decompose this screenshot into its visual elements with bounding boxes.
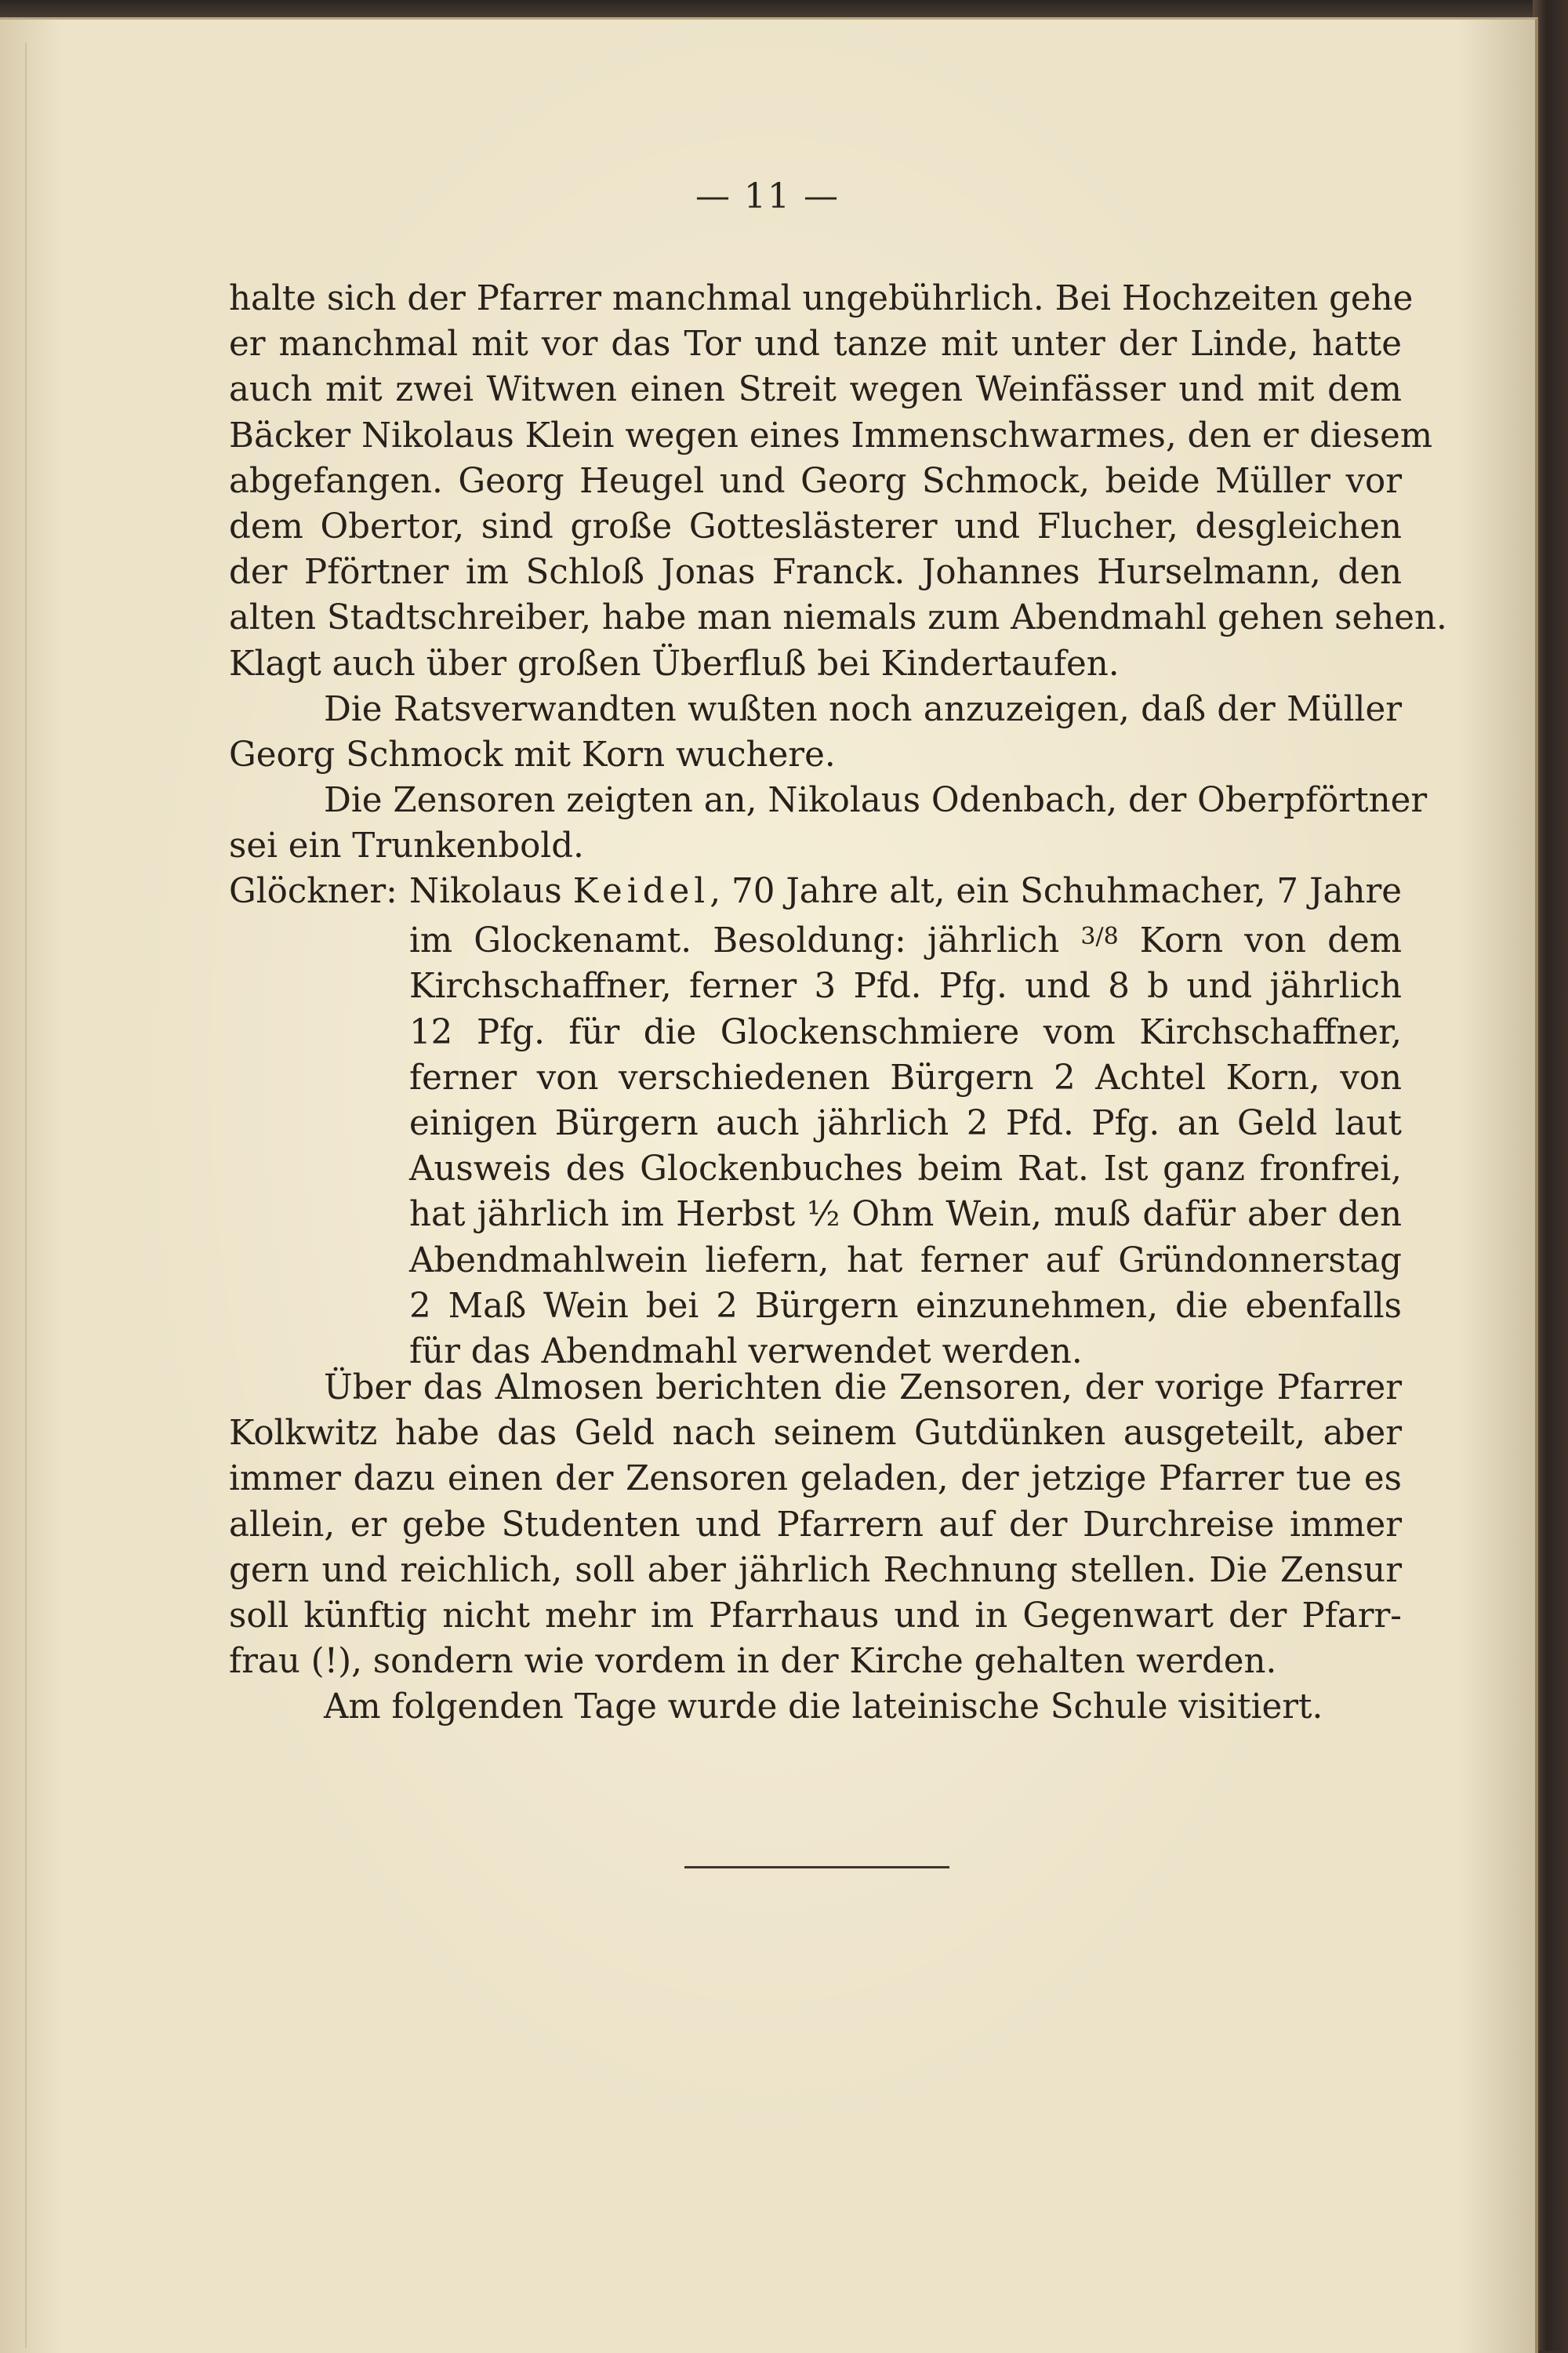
text-line: Georg Schmock mit Korn wuchere. (229, 735, 836, 775)
text-line: immer dazu einen der Zensoren geladen, der jetzige Pfarrer tue es (229, 1459, 1402, 1499)
text-line: soll künftig nicht mehr im Pfarrhaus und in Gegenwart der Pfarr- (229, 1596, 1402, 1636)
text-line: einigen Bürgern auch jährlich 2 Pfd. Pfg. an Geld laut (409, 1104, 1402, 1144)
text-line: für das Abendmahl verwendet werden. (409, 1332, 1083, 1372)
gloeckner-label: Glöckner: (229, 872, 397, 911)
text-line: allein, er gebe Studenten und Pfarrern auf der Durchreise immer (229, 1505, 1402, 1545)
text-line: gern und reichlich, soll aber jährlich Rechnung stellen. Die Zensur (229, 1550, 1402, 1590)
fraction: ½ (807, 1195, 840, 1235)
text-run: Korn von dem (1118, 921, 1402, 961)
text-line: Kirchschaffner, ferner 3 Pfd. Pfg. und 8 b und jährlich (409, 967, 1402, 1007)
fraction: 3/8 (1080, 923, 1119, 951)
text-line (409, 914, 1402, 964)
text-line: er manchmal mit vor das Tor und tanze mit unter der Linde, hatte (229, 325, 1402, 365)
text-line (409, 1192, 1402, 1237)
text-line: Abendmahlwein liefern, hat ferner auf Gründonnerstag (409, 1240, 1402, 1280)
text-run: , 70 Jahre alt, ein Schuhmacher, 7 Jahre (710, 872, 1402, 911)
text-line: alten Stadtschreiber, habe man niemals zum Abendmahl gehen sehen. (229, 598, 1447, 638)
text-run: Ohm Wein, muß dafür aber den (840, 1195, 1402, 1235)
spaced-name: Keidel (572, 872, 710, 911)
text-line: dem Obertor, sind große Gotteslästerer und Flucher, desgleichen (229, 507, 1402, 547)
text-line: halte sich der Pfarrer manchmal ungebührlich. Bei Hochzeiten gehe (229, 279, 1414, 318)
page-number: — 11 — (695, 176, 840, 216)
text-line: frau (!), sondern wie vordem in der Kirche gehalten werden. (229, 1642, 1277, 1682)
text-run: Nikolaus (409, 872, 573, 911)
text-line: 12 Pfg. für die Glockenschmiere vom Kirchschaffner, (409, 1012, 1402, 1052)
text-line: abgefangen. Georg Heugel und Georg Schmock, beide Müller vor (229, 461, 1402, 501)
text-line: Kolkwitz habe das Geld nach seinem Gutdünken ausgeteilt, aber (229, 1414, 1402, 1454)
section-divider (684, 1866, 949, 1868)
text-line: der Pförtner im Schloß Jonas Franck. Johannes Hurselmann, den (229, 553, 1402, 593)
text-line: sei ein Trunkenbold. (229, 826, 584, 866)
text-run: hat jährlich im Herbst (409, 1195, 808, 1235)
text-line: Die Ratsverwandten wußten noch anzuzeigen, daß der Müller (324, 689, 1402, 729)
text-line: Über das Almosen berichten die Zensoren, der vorige Pfarrer (324, 1368, 1402, 1407)
text-line: ferner von verschiedenen Bürgern 2 Achtel Korn, von (409, 1058, 1402, 1098)
text-block-lower (229, 1365, 1402, 1730)
text-line: Die Zensoren zeigten an, Nikolaus Odenbach, der Oberpförtner (324, 781, 1428, 821)
text-line: 2 Maß Wein bei 2 Bürgern einzunehmen, die ebenfalls (409, 1286, 1402, 1326)
page-gutter (25, 43, 27, 2348)
text-run: im Glockenamt. Besoldung: jährlich (409, 921, 1081, 961)
text-block-upper (229, 276, 1447, 870)
text-line: Am folgenden Tage wurde die lateinische Schule visitiert. (324, 1687, 1323, 1727)
text-line: auch mit zwei Witwen einen Streit wegen Weinfässer und mit dem (229, 370, 1402, 410)
text-line: Bäcker Nikolaus Klein wegen eines Immenschwarmes, den er diesem (229, 416, 1433, 456)
text-line: Ausweis des Glockenbuches beim Rat. Ist ganz fronfrei, (409, 1149, 1402, 1189)
text-line (409, 869, 1402, 914)
gloeckner-body (409, 869, 1402, 1374)
text-line: Klagt auch über großen Überfluß bei Kindertaufen. (229, 644, 1120, 684)
